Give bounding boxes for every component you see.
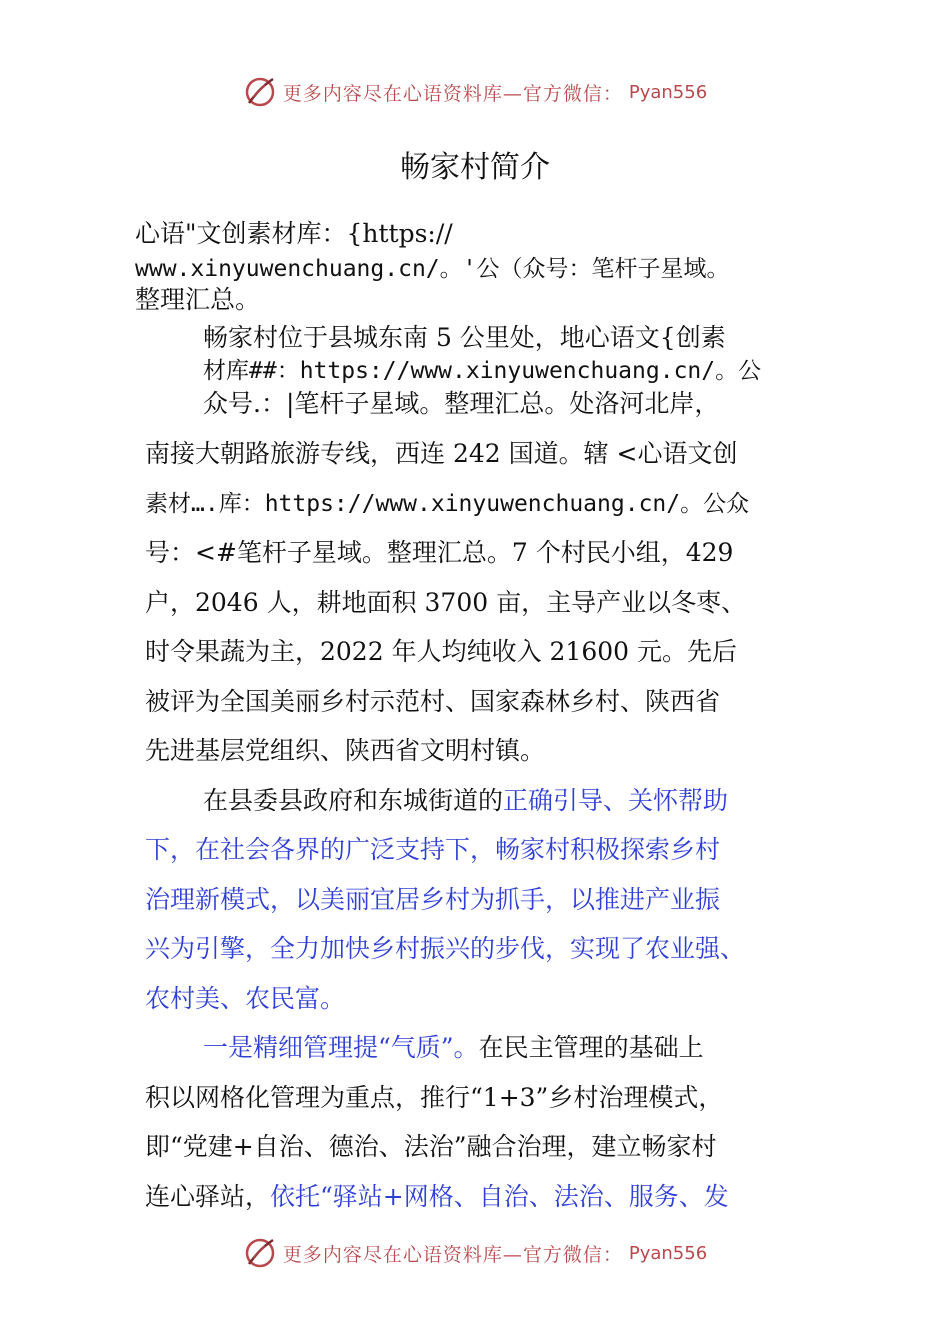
p2-line-3: 治理新模式，以美丽宜居乡村为抓手，以推进产业振 <box>145 885 721 914</box>
header-banner <box>0 72 950 112</box>
intro-line-1: 心语"文创素材库：{https:// <box>135 219 453 248</box>
banner-wechat-id: Pyan556 <box>628 81 708 103</box>
footer-banner-wechat-id: Pyan556 <box>628 1242 708 1264</box>
p1-line-1: 畅家村位于县城东南 5 公里处，地心语文{创素 <box>203 323 726 352</box>
p1-line-4: 南接大朝路旅游专线，西连 242 国道。辖 <心语文创 <box>145 439 738 468</box>
p1-line-6: 号：<#笔杆子星域。整理汇总。7 个村民小组，429 <box>145 538 734 567</box>
footer-banner <box>0 1233 950 1273</box>
intro-line-2: www.xinyuwenchuang.cn/。'公（众号：笔杆子星域。 <box>135 256 730 282</box>
p1-line-7: 户，2046 人，耕地面积 3700 亩，主导产业以冬枣、 <box>145 588 747 617</box>
p3-line-2: 积以网格化管理为重点，推行“1+3”乡村治理模式， <box>145 1083 724 1112</box>
p2-line-5: 农村美、农民富。 <box>145 984 346 1013</box>
intro-line-3: 整理汇总。 <box>135 285 261 314</box>
p1-line-3: 众号.：|笔杆子星域。整理汇总。处洛河北岸， <box>203 389 720 418</box>
p3-line-3: 即“党建+自治、德治、法治”融合治理，建立畅家村 <box>145 1132 717 1161</box>
p1-line-10: 先进基层党组织、陕西省文明村镇。 <box>145 736 546 765</box>
quill-seal-logo-icon <box>243 75 277 109</box>
p2-line-4: 兴为引擎，全力加快乡村振兴的步伐，实现了农业强、 <box>145 934 746 963</box>
p1-line-2: 材库##：https://www.xinyuwenchuang.cn/。公 <box>203 358 762 384</box>
p2-line-2: 下，在社会各界的广泛支持下，畅家村积极探索乡村 <box>145 835 721 864</box>
quill-seal-logo-icon <box>243 1236 277 1270</box>
p3-line-4: 连心驿站，依托“驿站+网格、自治、法治、服务、发 <box>145 1182 729 1211</box>
page-title: 畅家村简介 <box>400 150 550 185</box>
p1-line-8: 时令果蔬为主，2022 年人均纯收入 21600 元。先后 <box>145 637 737 666</box>
footer-banner-text: 更多内容尽在心语资料库—官方微信： <box>282 1243 623 1266</box>
p1-line-5: 素材….库：https://www.xinyuwenchuang.cn/。公众 <box>145 491 750 517</box>
p3-line-1: 一是精细管理提“气质”。在民主管理的基础上 <box>203 1033 704 1062</box>
banner-text: 更多内容尽在心语资料库—官方微信： <box>282 82 623 105</box>
p2-line-1: 在县委县政府和东城街道的正确引导、关怀帮助 <box>203 786 729 815</box>
p1-line-9: 被评为全国美丽乡村示范村、国家森林乡村、陕西省 <box>145 687 721 716</box>
